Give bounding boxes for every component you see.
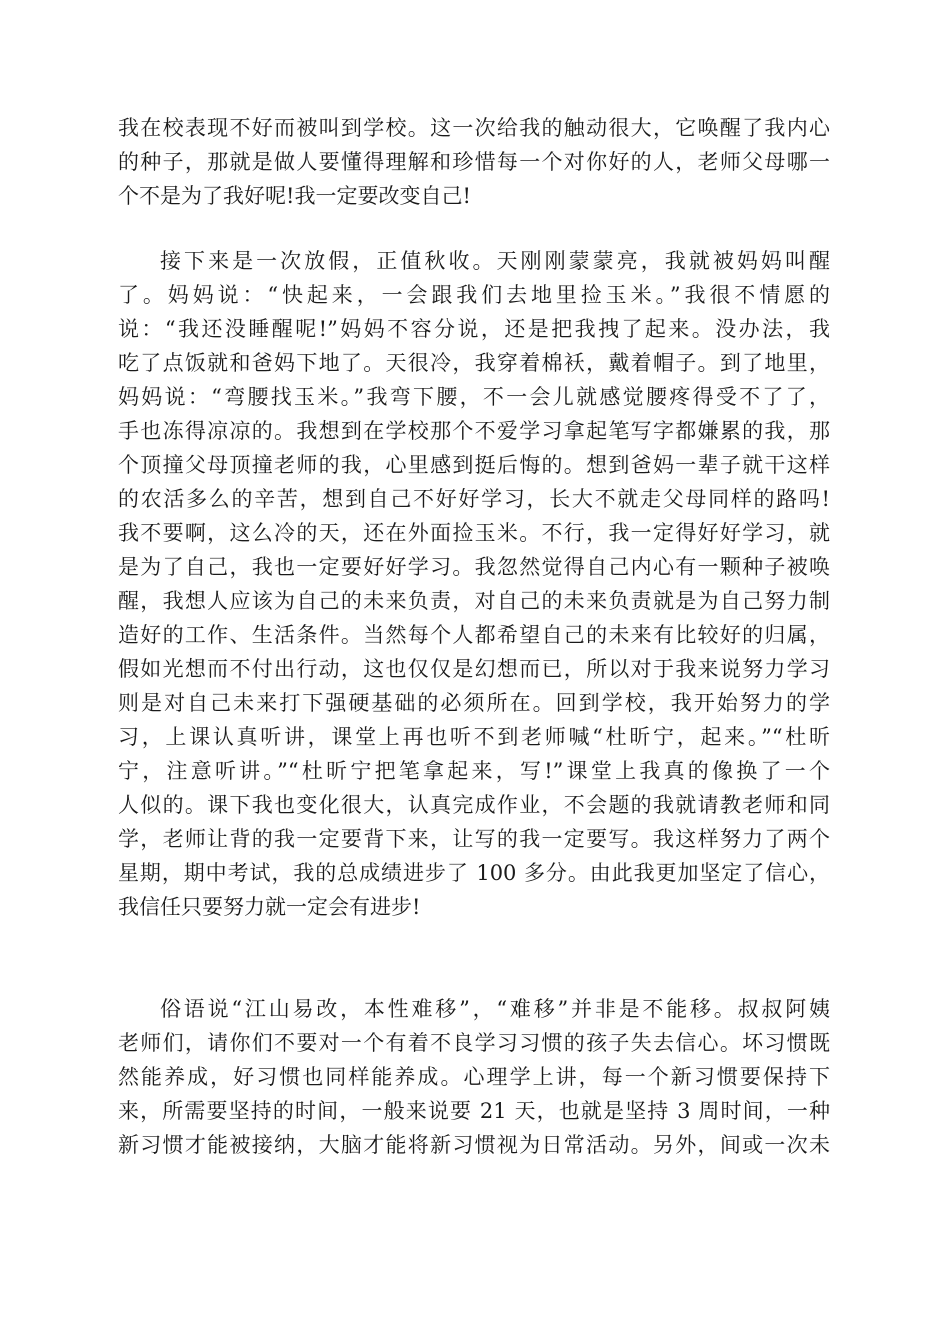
text-line: 假如光想而不付出行动，这也仅仅是幻想而已，所以对于我来说努力学习 [118,657,830,681]
paragraph-2 [118,244,830,924]
text-line: 俗语说“江山易改，本性难移”，“难移”并非是不能移。叔叔阿姨 [160,997,830,1021]
text-line: 手也冻得凉凉的。我想到在学校那个不爱学习拿起笔写字都嫌累的我，那 [118,419,830,443]
text-line: 是为了自己，我也一定要好好学习。我忽然觉得自己内心有一颗种子被唤 [118,555,830,579]
text-line: 了。妈妈说：“快起来，一会跟我们去地里捡玉米。”我很不情愿的 [118,283,830,307]
text-line: 我在校表现不好而被叫到学校。这一次给我的触动很大，它唤醒了我内心 [118,116,830,140]
text-line: 我不要啊，这么冷的天，还在外面捡玉米。不行，我一定得好好学习，就 [118,521,830,545]
text-line: 老师们，请你们不要对一个有着不良学习习惯的孩子失去信心。坏习惯既 [118,1031,830,1055]
text-line: 吃了点饭就和爸妈下地了。天很冷，我穿着棉袄，戴着帽子。到了地里， [118,351,830,375]
text-line: 的农活多么的辛苦，想到自己不好好学习，长大不就走父母同样的路吗! [118,487,830,511]
paragraph-1 [118,111,830,213]
text-line: 新习惯才能被接纳，大脑才能将新习惯视为日常活动。另外，间或一次未 [118,1133,830,1157]
text-line: 习，上课认真听讲，课堂上再也听不到老师喊“杜昕宁，起来。”“杜昕 [118,725,830,749]
text-line: 星期，期中考试，我的总成绩进步了 100 多分。由此我更加坚定了信心， [118,861,830,885]
text-line: 我信任只要努力就一定会有进步! [118,895,421,919]
text-line: 学，老师让背的我一定要背下来，让写的我一定要写。我这样努力了两个 [118,827,830,851]
text-line: 的种子，那就是做人要懂得理解和珍惜每一个对你好的人，老师父母哪一 [118,150,830,174]
text-line: 然能养成，好习惯也同样能养成。心理学上讲，每一个新习惯要保持下 [118,1065,830,1089]
text-line: 来，所需要坚持的时间，一般来说要 21 天，也就是坚持 3 周时间，一种 [118,1099,830,1123]
text-line: 宁，注意听讲。”“杜昕宁把笔拿起来，写!”课堂上我真的像换了一个 [118,759,830,783]
text-line: 妈妈说：“弯腰找玉米。”我弯下腰，不一会儿就感觉腰疼得受不了了， [118,385,830,409]
text-line: 个不是为了我好呢!我一定要改变自己! [118,184,471,208]
text-line: 个顶撞父母顶撞老师的我，心里感到挺后悔的。想到爸妈一辈子就干这样 [118,453,830,477]
text-line: 说：“我还没睡醒呢!”妈妈不容分说，还是把我拽了起来。没办法，我 [118,317,830,341]
text-line: 造好的工作、生活条件。当然每个人都希望自己的未来有比较好的归属， [118,623,830,647]
text-line: 人似的。课下我也变化很大，认真完成作业，不会题的我就请教老师和同 [118,793,830,817]
text-line: 则是对自己未来打下强硬基础的必须所在。回到学校，我开始努力的学 [118,691,830,715]
text-line: 接下来是一次放假，正值秋收。天刚刚蒙蒙亮，我就被妈妈叫醒 [160,249,830,273]
paragraph-3 [118,992,830,1162]
text-line: 醒，我想人应该为自己的未来负责，对自己的未来负责就是为自己努力制 [118,589,830,613]
